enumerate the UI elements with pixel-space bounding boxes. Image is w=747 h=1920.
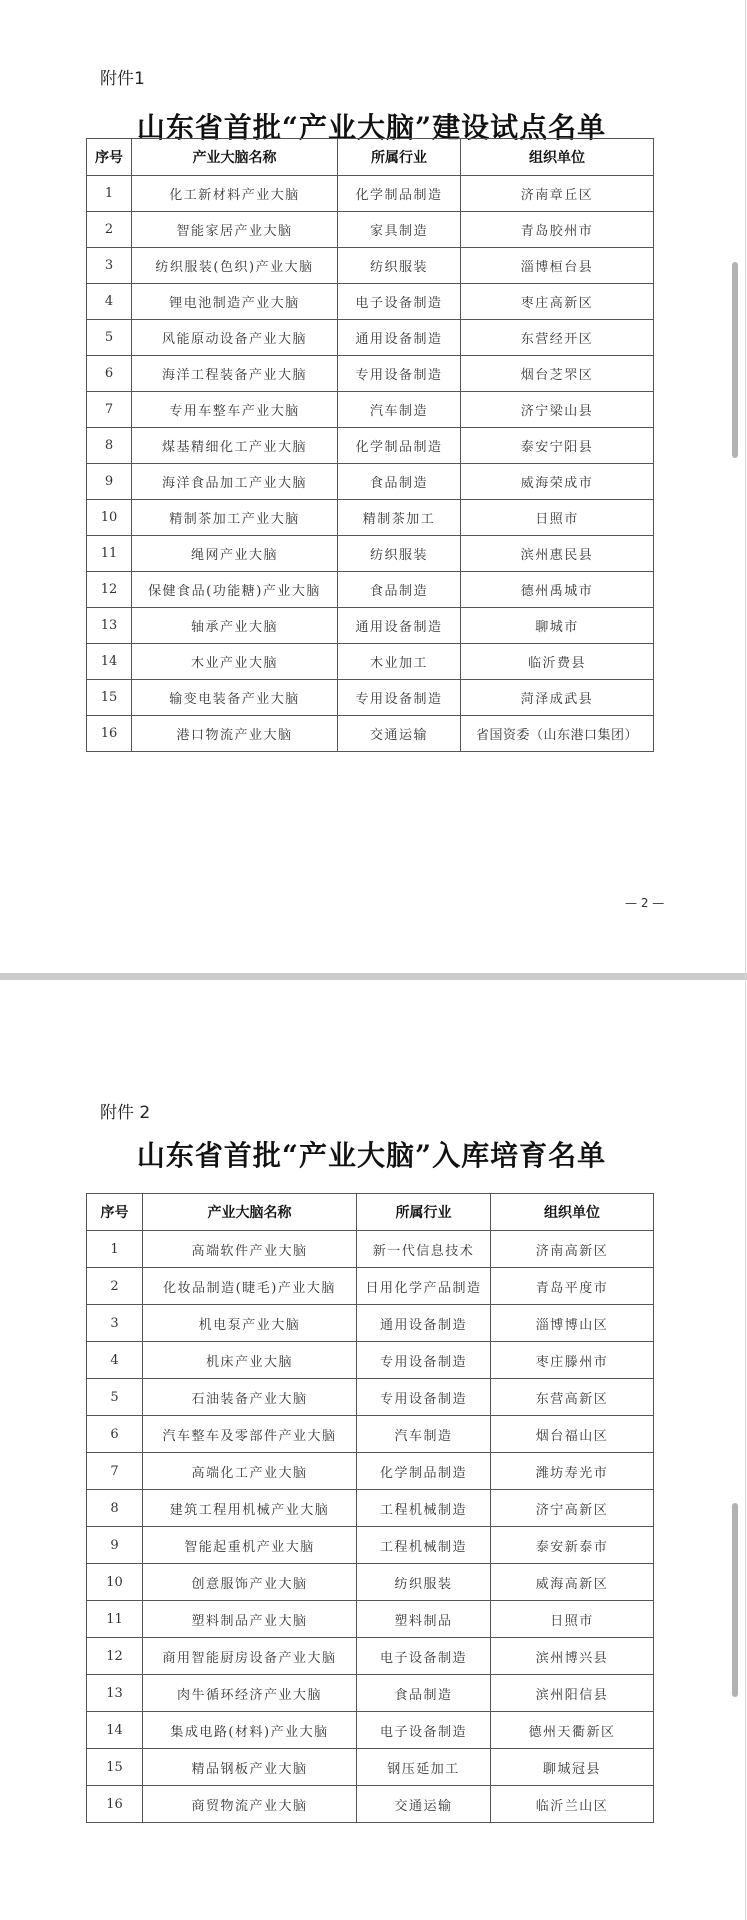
cell-index: 8 [87, 428, 132, 464]
header-brain-name: 产业大脑名称 [132, 139, 338, 176]
cell-organizer: 东营高新区 [491, 1379, 654, 1416]
cell-industry: 交通运输 [338, 716, 461, 752]
page-number: — 2 — [625, 896, 665, 910]
table-row [87, 608, 654, 644]
table-row [87, 644, 654, 680]
cell-brain-name: 机电泵产业大脑 [143, 1305, 357, 1342]
table-row [87, 1453, 654, 1490]
cell-industry: 专用设备制造 [338, 356, 461, 392]
cell-organizer: 泰安宁阳县 [461, 428, 654, 464]
table-row [87, 428, 654, 464]
cell-index: 13 [87, 608, 132, 644]
cell-organizer: 烟台芝罘区 [461, 356, 654, 392]
pilot-list-table [86, 138, 654, 752]
cell-index: 11 [87, 536, 132, 572]
cell-industry: 电子设备制造 [357, 1638, 491, 1675]
cell-brain-name: 输变电装备产业大脑 [132, 680, 338, 716]
cell-organizer: 省国资委（山东港口集团） [461, 716, 654, 752]
cell-organizer: 东营经开区 [461, 320, 654, 356]
cell-organizer: 滨州博兴县 [491, 1638, 654, 1675]
cell-brain-name: 汽车整车及零部件产业大脑 [143, 1416, 357, 1453]
cell-organizer: 德州禹城市 [461, 572, 654, 608]
cell-brain-name: 建筑工程用机械产业大脑 [143, 1490, 357, 1527]
cell-industry: 通用设备制造 [338, 320, 461, 356]
table-row [87, 1416, 654, 1453]
cell-index: 10 [87, 500, 132, 536]
cell-organizer: 枣庄高新区 [461, 284, 654, 320]
cell-organizer: 泰安新泰市 [491, 1527, 654, 1564]
table-row [87, 716, 654, 752]
header-index: 序号 [87, 139, 132, 176]
cell-industry: 专用设备制造 [338, 680, 461, 716]
cell-brain-name: 集成电路(材料)产业大脑 [143, 1712, 357, 1749]
table-row [87, 1638, 654, 1675]
cell-brain-name: 风能原动设备产业大脑 [132, 320, 338, 356]
cell-index: 16 [87, 716, 132, 752]
incubation-list-table [86, 1193, 654, 1823]
cell-organizer: 聊城冠县 [491, 1749, 654, 1786]
cell-index: 6 [87, 1416, 143, 1453]
cell-industry: 食品制造 [338, 464, 461, 500]
cell-brain-name: 煤基精细化工产业大脑 [132, 428, 338, 464]
cell-brain-name: 商用智能厨房设备产业大脑 [143, 1638, 357, 1675]
cell-brain-name: 塑料制品产业大脑 [143, 1601, 357, 1638]
table-row [87, 356, 654, 392]
cell-index: 5 [87, 1379, 143, 1416]
table-row [87, 1231, 654, 1268]
cell-industry: 工程机械制造 [357, 1490, 491, 1527]
cell-organizer: 临沂费县 [461, 644, 654, 680]
table-row [87, 1564, 654, 1601]
cell-index: 4 [87, 284, 132, 320]
cell-organizer: 枣庄滕州市 [491, 1342, 654, 1379]
cell-brain-name: 锂电池制造产业大脑 [132, 284, 338, 320]
cell-organizer: 威海荣成市 [461, 464, 654, 500]
cell-organizer: 聊城市 [461, 608, 654, 644]
cell-brain-name: 创意服饰产业大脑 [143, 1564, 357, 1601]
cell-industry: 钢压延加工 [357, 1749, 491, 1786]
cell-brain-name: 海洋食品加工产业大脑 [132, 464, 338, 500]
cell-organizer: 烟台福山区 [491, 1416, 654, 1453]
cell-industry: 塑料制品 [357, 1601, 491, 1638]
cell-index: 9 [87, 1527, 143, 1564]
cell-brain-name: 化妆品制造(睫毛)产业大脑 [143, 1268, 357, 1305]
cell-brain-name: 机床产业大脑 [143, 1342, 357, 1379]
cell-brain-name: 智能起重机产业大脑 [143, 1527, 357, 1564]
header-organizer: 组织单位 [491, 1194, 654, 1231]
cell-organizer: 日照市 [491, 1601, 654, 1638]
cell-organizer: 威海高新区 [491, 1564, 654, 1601]
cell-brain-name: 轴承产业大脑 [132, 608, 338, 644]
cell-brain-name: 肉牛循环经济产业大脑 [143, 1675, 357, 1712]
cell-brain-name: 纺织服装(色织)产业大脑 [132, 248, 338, 284]
cell-index: 16 [87, 1786, 143, 1823]
table-row [87, 464, 654, 500]
cell-index: 11 [87, 1601, 143, 1638]
cell-industry: 食品制造 [338, 572, 461, 608]
cell-organizer: 淄博博山区 [491, 1305, 654, 1342]
table-row [87, 680, 654, 716]
cell-index: 2 [87, 212, 132, 248]
scrollbar-thumb-page-1[interactable] [732, 262, 738, 458]
cell-index: 7 [87, 1453, 143, 1490]
cell-index: 14 [87, 644, 132, 680]
cell-brain-name: 木业产业大脑 [132, 644, 338, 680]
cell-brain-name: 石油装备产业大脑 [143, 1379, 357, 1416]
cell-organizer: 潍坊寿光市 [491, 1453, 654, 1490]
table-row [87, 1268, 654, 1305]
cell-industry: 专用设备制造 [357, 1379, 491, 1416]
header-organizer: 组织单位 [461, 139, 654, 176]
cell-index: 1 [87, 1231, 143, 1268]
cell-industry: 化学制品制造 [357, 1453, 491, 1490]
page-title: 山东省首批“产业大脑”入库培育名单 [136, 1139, 607, 1172]
cell-brain-name: 专用车整车产业大脑 [132, 392, 338, 428]
header-industry: 所属行业 [338, 139, 461, 176]
cell-organizer: 菏泽成武县 [461, 680, 654, 716]
table-row [87, 1675, 654, 1712]
cell-index: 3 [87, 1305, 143, 1342]
cell-industry: 汽车制造 [338, 392, 461, 428]
table-row [87, 1379, 654, 1416]
cell-index: 12 [87, 1638, 143, 1675]
table-row [87, 1749, 654, 1786]
cell-industry: 新一代信息技术 [357, 1231, 491, 1268]
attachment-label: 附件1 [100, 69, 145, 89]
cell-industry: 交通运输 [357, 1786, 491, 1823]
cell-organizer: 青岛胶州市 [461, 212, 654, 248]
cell-brain-name: 商贸物流产业大脑 [143, 1786, 357, 1823]
table-row [87, 212, 654, 248]
cell-brain-name: 高端软件产业大脑 [143, 1231, 357, 1268]
cell-brain-name: 港口物流产业大脑 [132, 716, 338, 752]
table-row [87, 1527, 654, 1564]
cell-brain-name: 精制茶加工产业大脑 [132, 500, 338, 536]
table-row [87, 248, 654, 284]
table-row [87, 1490, 654, 1527]
table-row [87, 500, 654, 536]
cell-brain-name: 精品钢板产业大脑 [143, 1749, 357, 1786]
cell-index: 15 [87, 680, 132, 716]
cell-index: 13 [87, 1675, 143, 1712]
cell-organizer: 济南章丘区 [461, 176, 654, 212]
cell-brain-name: 高端化工产业大脑 [143, 1453, 357, 1490]
header-brain-name: 产业大脑名称 [143, 1194, 357, 1231]
cell-industry: 纺织服装 [357, 1564, 491, 1601]
cell-industry: 专用设备制造 [357, 1342, 491, 1379]
cell-industry: 通用设备制造 [338, 608, 461, 644]
cell-brain-name: 海洋工程装备产业大脑 [132, 356, 338, 392]
cell-organizer: 滨州阳信县 [491, 1675, 654, 1712]
cell-industry: 精制茶加工 [338, 500, 461, 536]
table-row [87, 1712, 654, 1749]
cell-industry: 木业加工 [338, 644, 461, 680]
cell-brain-name: 保健食品(功能糖)产业大脑 [132, 572, 338, 608]
table-row [87, 1342, 654, 1379]
cell-index: 12 [87, 572, 132, 608]
cell-index: 4 [87, 1342, 143, 1379]
document-page-2 [0, 980, 747, 1920]
table-row [87, 572, 654, 608]
cell-organizer: 济宁梁山县 [461, 392, 654, 428]
cell-index: 1 [87, 176, 132, 212]
attachment-label: 附件 2 [100, 1103, 151, 1123]
cell-industry: 纺织服装 [338, 536, 461, 572]
viewer-right-edge [745, 0, 746, 1920]
cell-organizer: 滨州惠民县 [461, 536, 654, 572]
cell-industry: 通用设备制造 [357, 1305, 491, 1342]
cell-organizer: 临沂兰山区 [491, 1786, 654, 1823]
header-industry: 所属行业 [357, 1194, 491, 1231]
cell-organizer: 德州天衢新区 [491, 1712, 654, 1749]
table-header-row [87, 1194, 654, 1231]
cell-industry: 化学制品制造 [338, 428, 461, 464]
table-row [87, 320, 654, 356]
cell-organizer: 济宁高新区 [491, 1490, 654, 1527]
table-row [87, 284, 654, 320]
cell-industry: 电子设备制造 [338, 284, 461, 320]
cell-index: 8 [87, 1490, 143, 1527]
cell-industry: 工程机械制造 [357, 1527, 491, 1564]
table-row [87, 1601, 654, 1638]
cell-index: 14 [87, 1712, 143, 1749]
cell-organizer: 济南高新区 [491, 1231, 654, 1268]
cell-industry: 汽车制造 [357, 1416, 491, 1453]
cell-index: 9 [87, 464, 132, 500]
cell-organizer: 淄博桓台县 [461, 248, 654, 284]
table-row [87, 1786, 654, 1823]
cell-industry: 纺织服装 [338, 248, 461, 284]
cell-index: 6 [87, 356, 132, 392]
table-row [87, 176, 654, 212]
cell-brain-name: 化工新材料产业大脑 [132, 176, 338, 212]
cell-industry: 日用化学产品制造 [357, 1268, 491, 1305]
cell-industry: 化学制品制造 [338, 176, 461, 212]
header-index: 序号 [87, 1194, 143, 1231]
cell-organizer: 日照市 [461, 500, 654, 536]
table-header-row [87, 139, 654, 176]
cell-index: 15 [87, 1749, 143, 1786]
cell-organizer: 青岛平度市 [491, 1268, 654, 1305]
cell-brain-name: 智能家居产业大脑 [132, 212, 338, 248]
page-title: 山东省首批“产业大脑”建设试点名单 [136, 111, 607, 144]
cell-brain-name: 绳网产业大脑 [132, 536, 338, 572]
scrollbar-thumb-page-2[interactable] [732, 1503, 738, 1697]
cell-index: 10 [87, 1564, 143, 1601]
cell-index: 7 [87, 392, 132, 428]
cell-index: 5 [87, 320, 132, 356]
cell-industry: 食品制造 [357, 1675, 491, 1712]
cell-industry: 家具制造 [338, 212, 461, 248]
page-separator [0, 973, 747, 980]
table-row [87, 392, 654, 428]
cell-industry: 电子设备制造 [357, 1712, 491, 1749]
table-row [87, 1305, 654, 1342]
cell-index: 2 [87, 1268, 143, 1305]
cell-index: 3 [87, 248, 132, 284]
table-row [87, 536, 654, 572]
